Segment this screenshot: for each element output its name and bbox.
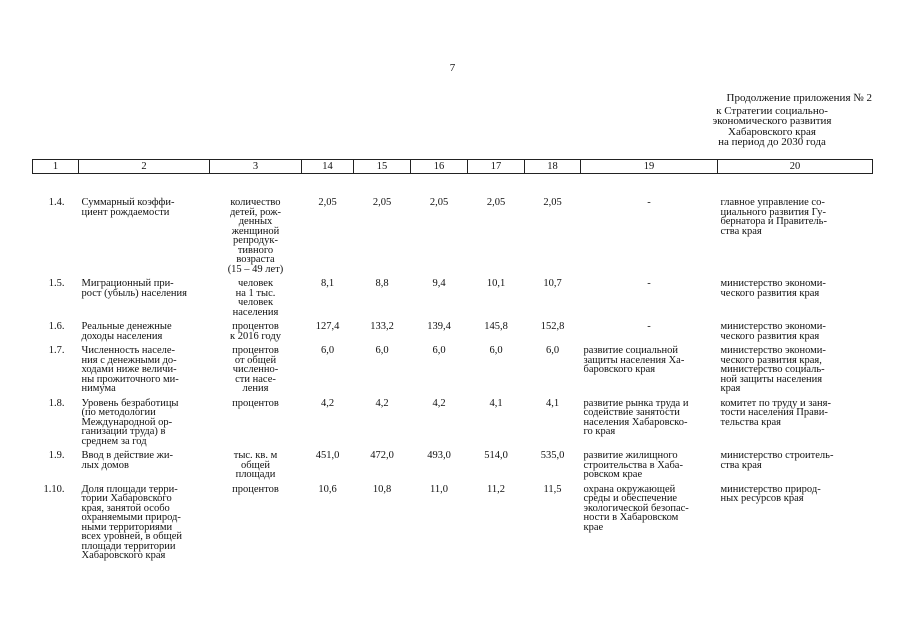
value-2029: 514,0	[484, 450, 508, 461]
program-name-line: -	[647, 321, 651, 332]
value-2030: 535,0	[540, 450, 565, 461]
program-name-line: -	[647, 197, 651, 208]
value-2028: 9,4	[432, 278, 446, 289]
indicator-name	[79, 279, 210, 322]
responsible-body	[718, 346, 873, 399]
indicator-name	[79, 451, 210, 485]
value-2027: 10,8	[372, 483, 392, 495]
program-name	[581, 279, 718, 322]
header-row	[33, 160, 873, 174]
responsible-body-line: ческого развития края,	[720, 354, 822, 366]
program-name	[581, 174, 718, 280]
responsible-body-line: главное управление со-	[720, 197, 825, 208]
program-name-line: ности в Хабаровском	[583, 512, 679, 523]
table-row	[33, 174, 873, 280]
responsible-body-line: министерство экономи-	[720, 278, 826, 289]
column-header: 18	[525, 160, 581, 174]
program-name-line: содействие занятости	[583, 407, 680, 418]
value-2030: 10,7	[543, 278, 562, 289]
row-code: 1.7.	[48, 345, 65, 356]
unit-of-measure-line: процентов	[232, 321, 279, 332]
indicator-name-line: Реальные денежные	[81, 321, 172, 332]
unit-of-measure	[210, 322, 302, 346]
unit-of-measure-line: денных	[238, 216, 273, 227]
column-header: 15	[354, 160, 411, 174]
indicator-name-line: лых домов	[81, 459, 129, 471]
value-2026: 10,6	[318, 483, 337, 495]
value-2030: 152,8	[540, 321, 565, 332]
program-name	[581, 451, 718, 485]
appendix-line: к Стратегии социально-	[716, 104, 828, 117]
indicator-name	[79, 485, 210, 566]
indicator-name-line: площади территории	[81, 540, 176, 552]
program-name-line: развитие социальной	[583, 345, 679, 356]
program-name-line: экологической безопас-	[583, 502, 689, 514]
column-header: 17	[468, 160, 525, 174]
value-2028: 2,05	[429, 197, 449, 208]
indicator-name-line: циент рождаемости	[81, 206, 170, 218]
appendix-line: Хабаровского края	[728, 125, 816, 138]
appendix-line: на период до 2030 года	[718, 136, 826, 148]
indicator-name	[79, 322, 210, 346]
table-row	[33, 279, 873, 322]
indicator-name-line: Ввод в действие жи-	[81, 450, 173, 461]
program-name	[581, 322, 718, 346]
indicator-name-line: нимума	[81, 383, 116, 394]
indicator-name	[79, 346, 210, 399]
value-2029: 4,1	[489, 397, 503, 409]
value-2029: 10,1	[486, 278, 506, 289]
indicator-name	[79, 174, 210, 280]
responsible-body-line: циального развития Гу-	[720, 206, 827, 218]
indicator-name-line: ходами ниже величи-	[81, 364, 177, 375]
appendix-line: Продолжение приложения № 2	[726, 92, 872, 104]
indicator-name-line: края, занятой особо	[81, 502, 170, 514]
unit-of-measure-line: от общей	[234, 354, 277, 366]
unit-of-measure-line: к 2016 году	[230, 330, 281, 342]
program-name-line: защиты населения Ха-	[583, 354, 685, 366]
value-2026: 8,1	[320, 278, 335, 289]
indicators-table	[32, 159, 873, 566]
value-2030: 11,5	[543, 483, 562, 495]
indicator-name-line: ны прожиточного ми-	[81, 373, 179, 385]
indicator-name-line: Международной ор-	[81, 416, 173, 428]
value-2030: 6,0	[545, 345, 560, 356]
unit-of-measure-line: тыс. кв. м	[233, 450, 278, 461]
unit-of-measure-line: площади	[235, 469, 276, 480]
program-name-line: развитие рынка труда и	[583, 397, 689, 409]
column-header: 2	[79, 160, 210, 174]
row-code: 1.8.	[48, 397, 65, 409]
unit-of-measure	[210, 451, 302, 485]
program-name-line: развитие жилищного	[583, 450, 678, 461]
indicator-name-line: рост (убыль) населения	[81, 287, 187, 299]
value-2027: 4,2	[375, 397, 389, 409]
value-2026: 451,0	[315, 450, 340, 461]
value-2028: 6,0	[432, 345, 446, 356]
column-header: 16	[411, 160, 468, 174]
unit-of-measure-line: человек	[237, 278, 274, 289]
unit-of-measure-line: репродук-	[233, 235, 278, 246]
responsible-body-line: комитет по труду и заня-	[720, 397, 831, 409]
responsible-body-line: тости населения Прави-	[720, 407, 828, 418]
row-code: 1.4.	[48, 197, 65, 208]
unit-of-measure	[210, 174, 302, 280]
value-2026: 6,0	[320, 345, 335, 356]
table-row	[33, 399, 873, 452]
row-code: 1.10.	[43, 483, 65, 495]
responsible-body	[718, 399, 873, 452]
indicator-name-line: всех уровней, в общей	[81, 531, 182, 542]
unit-of-measure-line: населения	[232, 306, 279, 318]
responsible-body-line: министерство экономи-	[720, 345, 826, 356]
indicator-name-line: Численность населе-	[81, 345, 176, 356]
value-2026: 2,05	[318, 197, 337, 208]
program-name-line: охрана окружающей	[583, 483, 676, 495]
appendix-line: экономического развития	[712, 115, 832, 127]
unit-of-measure-line: процентов	[232, 345, 279, 356]
program-name	[581, 485, 718, 566]
program-name-line: ровском крае	[583, 469, 643, 480]
appendix-heading	[672, 93, 872, 148]
indicator-name-line: ния с денежными до-	[81, 354, 177, 366]
responsible-body-line: министерство экономи-	[720, 321, 826, 332]
responsible-body-line: тельства края	[720, 416, 781, 428]
value-2028: 4,2	[432, 397, 446, 409]
column-header: 20	[718, 160, 873, 174]
indicator-name-line: доходы населения	[81, 330, 163, 342]
unit-of-measure-line: детей, рож-	[229, 206, 282, 218]
unit-of-measure-line: ления	[242, 383, 269, 394]
unit-of-measure-line: процентов	[232, 483, 279, 495]
responsible-body-line: бернатора и Правитель-	[720, 216, 827, 227]
unit-of-measure-line: количество	[230, 197, 281, 208]
program-name-line: крае	[583, 521, 604, 533]
indicator-name-line: охраняемыми природ-	[81, 512, 181, 523]
program-name	[581, 346, 718, 399]
value-2030: 4,1	[545, 397, 560, 409]
unit-of-measure	[210, 485, 302, 566]
indicator-name-line: Суммарный коэффи-	[81, 197, 175, 208]
responsible-body	[718, 279, 873, 322]
indicator-name-line: тории Хабаровского	[81, 493, 172, 504]
indicator-name	[79, 399, 210, 452]
column-header: 19	[581, 160, 718, 174]
program-name-line: баровского края	[583, 364, 656, 375]
indicator-name-line: Хабаровского края	[81, 550, 166, 561]
program-name	[581, 399, 718, 452]
indicator-name-line: среднем за год	[81, 435, 147, 447]
unit-of-measure-line: (15 – 49 лет)	[227, 263, 284, 275]
value-2029: 6,0	[489, 345, 503, 356]
value-2027: 2,05	[372, 197, 392, 208]
unit-of-measure-line: человек	[237, 297, 274, 308]
table-row	[33, 322, 873, 346]
indicator-name-line: Доля площади терри-	[81, 483, 178, 495]
unit-of-measure-line: численно-	[232, 364, 279, 375]
responsible-body	[718, 174, 873, 280]
column-header: 14	[302, 160, 354, 174]
responsible-body-line: министерство строитель-	[720, 450, 834, 461]
row-code: 1.6.	[48, 321, 65, 332]
unit-of-measure-line: тивного	[237, 244, 274, 256]
responsible-body-line: ной защиты населения	[720, 373, 823, 385]
responsible-body-line: ческого развития края	[720, 287, 820, 299]
responsible-body	[718, 485, 873, 566]
indicator-name-line: (по методологии	[81, 407, 156, 418]
row-code: 1.5.	[48, 278, 65, 289]
table-row	[33, 485, 873, 566]
value-2027: 472,0	[370, 450, 394, 461]
indicator-name-line: ными территориями	[81, 521, 173, 533]
value-2028: 139,4	[427, 321, 451, 332]
unit-of-measure-line: на 1 тыс.	[235, 287, 276, 299]
responsible-body	[718, 322, 873, 346]
table-row	[33, 346, 873, 399]
unit-of-measure-line: сти насе-	[235, 373, 276, 385]
responsible-body-line: ных ресурсов края	[720, 493, 804, 504]
responsible-body-line: ческого развития края	[720, 330, 820, 342]
indicator-name-line: Миграционный при-	[81, 278, 174, 289]
responsible-body-line: края	[720, 383, 741, 394]
unit-of-measure-line: общей	[241, 459, 270, 471]
program-name-line: -	[647, 278, 651, 289]
column-header: 3	[210, 160, 302, 174]
value-2026: 4,2	[320, 397, 335, 409]
program-name-line: населения Хабаровско-	[583, 416, 688, 428]
value-2027: 133,2	[370, 321, 394, 332]
unit-of-measure-line: женщиной	[231, 225, 280, 237]
program-name-line: го края	[583, 426, 616, 437]
unit-of-measure	[210, 279, 302, 322]
responsible-body-line: ства края	[720, 225, 762, 237]
row-code: 1.9.	[48, 450, 65, 461]
column-header: 1	[33, 160, 79, 174]
value-2029: 2,05	[486, 197, 506, 208]
program-name-line: среды и обеспечение	[583, 493, 678, 504]
responsible-body-line: министерство социаль-	[720, 364, 825, 375]
responsible-body-line: ства края	[720, 459, 762, 471]
unit-of-measure-line: возраста	[236, 254, 275, 265]
program-name-line: строительства в Хаба-	[583, 459, 683, 471]
unit-of-measure-line: процентов	[232, 397, 279, 409]
table-row	[33, 451, 873, 485]
page-number: 7	[449, 62, 456, 74]
unit-of-measure	[210, 399, 302, 452]
value-2028: 11,0	[430, 483, 448, 495]
value-2027: 8,8	[375, 278, 389, 289]
value-2029: 11,2	[487, 483, 505, 495]
value-2026: 127,4	[315, 321, 340, 332]
value-2027: 6,0	[375, 345, 389, 356]
indicator-name-line: ганизации труда) в	[81, 426, 166, 437]
unit-of-measure	[210, 346, 302, 399]
responsible-body	[718, 451, 873, 485]
value-2029: 145,8	[484, 321, 508, 332]
responsible-body-line: министерство природ-	[720, 483, 821, 495]
value-2028: 493,0	[427, 450, 451, 461]
indicator-name-line: Уровень безработицы	[81, 397, 179, 409]
value-2030: 2,05	[543, 197, 562, 208]
